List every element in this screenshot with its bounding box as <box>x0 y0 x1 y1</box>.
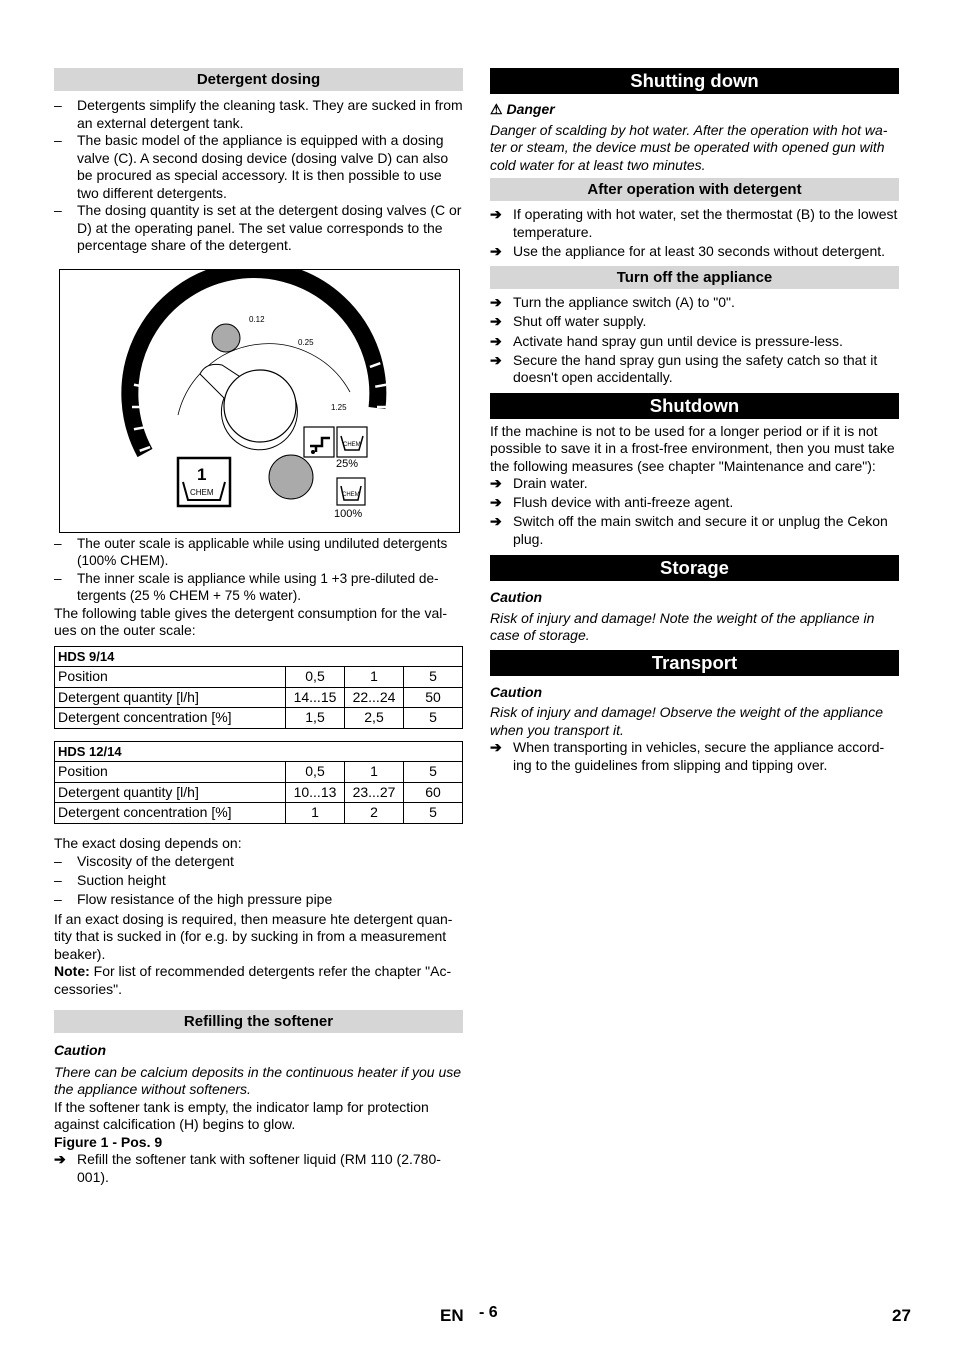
pct-25-label: 25% <box>336 457 359 470</box>
softener-steps <box>54 1151 463 1186</box>
list-item <box>490 513 899 548</box>
footer-sub-page: - 6 <box>479 1304 498 1321</box>
danger-heading <box>490 101 899 119</box>
softener-text: If the softener tank is empty, the indicator lamp for protection against calcification (H) begins to glow. <box>54 1098 429 1132</box>
scale-tick <box>162 482 170 489</box>
arrow-icon: ➔ <box>490 513 502 530</box>
scale-label-0-5: 0.5 <box>252 297 265 308</box>
scale-tick <box>238 522 240 532</box>
arrow-icon: ➔ <box>490 332 502 349</box>
scale-tick <box>280 522 282 532</box>
table-cell: 14...15 <box>286 687 345 708</box>
note-label: Note: <box>54 963 90 979</box>
table-cell: 50 <box>404 687 463 708</box>
exact-dosing-intro: The exact dosing depends on: <box>54 834 242 851</box>
table-cell: 22...24 <box>345 687 404 708</box>
section-heading-turn-off: Turn off the appliance <box>490 266 899 289</box>
table-cell: 1 <box>345 762 404 783</box>
step-text: Drain water. <box>513 475 588 492</box>
dosing-button <box>269 455 313 499</box>
section-heading-detergent-dosing: Detergent dosing <box>54 68 463 91</box>
arrow-icon: ➔ <box>490 206 502 222</box>
list-item: – Suction height <box>54 872 463 890</box>
arrow-icon: ➔ <box>490 739 502 756</box>
table-cell: Detergent quantity [l/h] <box>55 782 286 803</box>
step-text: Shut off water supply. <box>513 313 647 330</box>
table-cell: Detergent concentration [%] <box>55 803 286 824</box>
list-item <box>490 352 899 387</box>
arrow-icon: ➔ <box>490 351 502 368</box>
caution-label: Caution <box>54 1042 107 1058</box>
scale-tick <box>216 516 220 526</box>
list-item <box>490 243 899 261</box>
table-cell: 2 <box>345 803 404 824</box>
table-cell: 5 <box>404 762 463 783</box>
scale-label-0: 0 <box>148 401 154 412</box>
list-item <box>490 206 899 241</box>
step-text: Use the appliance for at least 30 seconds without detergent. <box>513 242 886 259</box>
table-cell: 1,5 <box>286 708 345 729</box>
table-cell: Position <box>55 667 286 688</box>
table-cell: 5 <box>404 803 463 824</box>
inner-label-0-12: 0.12 <box>249 314 265 324</box>
list-item: – The dosing quantity is set at the detergent dosing valves (C or D) at the operating panel. The set value corresponds to the percentage share of the detergent. <box>54 202 463 255</box>
list-item: – The outer scale is applicable while using undiluted detergents (100% CHEM). <box>54 535 463 570</box>
water-tap-icon <box>304 427 334 457</box>
caution-text: There can be calcium deposits in the continuous heater if you use the appliance without softeners. <box>54 1063 462 1097</box>
left-column <box>54 68 463 1186</box>
chem-label-small-2: CHEM <box>342 491 360 498</box>
table-cell: 60 <box>404 782 463 803</box>
note-text: For list of recommended detergents refer the chapter "Ac-cessories". <box>54 963 452 997</box>
shutdown-steps <box>490 475 899 548</box>
warning-icon: ⚠ <box>490 101 503 117</box>
scale-tick <box>149 465 159 471</box>
list-item <box>490 333 899 351</box>
table-title: HDS 12/14 <box>55 741 463 762</box>
dosing-dial-illustration <box>60 270 459 532</box>
step-text: Flush device with anti-freeze agent. <box>513 494 734 511</box>
step-text: Turn the appliance switch (A) to "0". <box>513 294 735 310</box>
caution-text: Risk of injury and damage! Observe the weight of the appliance when you transport it. <box>490 704 884 738</box>
table-cell: 1 <box>345 667 404 688</box>
indicator-lamp <box>212 324 240 352</box>
table-cell: 5 <box>404 708 463 729</box>
inner-label-1-25: 1.25 <box>331 402 347 412</box>
list-item <box>54 1151 463 1186</box>
table-cell: 10...13 <box>286 782 345 803</box>
arrow-icon: ➔ <box>54 1151 66 1167</box>
list-item: – Detergents simplify the cleaning task. They are sucked in from an external detergent tank. <box>54 97 463 132</box>
table-row <box>55 667 463 688</box>
step-text: Activate hand spray gun until device is pressure-less. <box>513 332 843 349</box>
table-cell: 0,5 <box>286 762 345 783</box>
list-item: – The inner scale is appliance while using 1 +3 pre-diluted de-tergents (25 % CHEM + 75 % water). <box>54 570 463 605</box>
table-cell: Detergent concentration [%] <box>55 708 286 729</box>
scale-notes-list <box>54 535 463 605</box>
note-paragraph <box>54 963 463 998</box>
table-intro: The following table gives the detergent consumption for the val-ues on the outer scale: <box>54 604 448 638</box>
table-cell: 0,5 <box>286 667 345 688</box>
section-heading-storage: Storage <box>490 555 899 581</box>
dosing-knob <box>224 370 296 442</box>
step-text: Switch off the main switch and secure it or unplug the Cekon plug. <box>513 513 888 547</box>
list-item <box>490 475 899 493</box>
table-cell: 5 <box>404 667 463 688</box>
after-detergent-steps <box>490 206 899 260</box>
table-row <box>55 687 463 708</box>
table-title: HDS 9/14 <box>55 646 463 667</box>
transport-steps <box>490 739 899 774</box>
step-text: Secure the hand spray gun using the safety catch so that it doesn't open accidentally. <box>513 351 878 386</box>
list-item <box>490 313 899 331</box>
arrow-icon: ➔ <box>490 242 502 259</box>
exact-dosing-list <box>54 853 463 909</box>
caution-text: Risk of injury and damage! Note the weight of the appliance in case of storage. <box>490 609 875 644</box>
dosing-valve-figure <box>59 269 460 533</box>
footer-language: EN <box>440 1306 464 1325</box>
arrow-icon: ➔ <box>490 294 502 310</box>
arrow-icon: ➔ <box>490 475 502 492</box>
table-cell: Position <box>55 762 286 783</box>
detergent-dosing-list <box>54 97 463 255</box>
chem-1-number: 1 <box>197 464 207 484</box>
arrow-icon: ➔ <box>490 313 502 330</box>
table-hds-9-14 <box>54 646 463 729</box>
figure-reference: Figure 1 - Pos. 9 <box>54 1133 163 1150</box>
table-row <box>55 762 463 783</box>
section-heading-refilling-softener: Refilling the softener <box>54 1010 463 1033</box>
list-item: – Flow resistance of the high pressure pipe <box>54 891 463 909</box>
list-item: – The basic model of the appliance is equipped with a dosing valve (C). A second dosing device (dosing valve D) can also be procured as special accessory. It is then possible to use two different detergents. <box>54 132 463 202</box>
table-cell: Detergent quantity [l/h] <box>55 687 286 708</box>
danger-text: Danger of scalding by hot water. After the operation with hot wa-ter or steam, the device must be operated with opened gun with cold water for at least two minutes. <box>490 121 888 173</box>
step-text: When transporting in vehicles, secure the appliance accord-ing to the guidelines from slipping and tipping over. <box>513 739 885 773</box>
list-item: – Viscosity of the detergent <box>54 853 463 871</box>
scale-tick <box>196 508 202 518</box>
scale-label-1: 1 <box>324 322 330 333</box>
scale-tick <box>370 447 380 451</box>
section-heading-shutdown: Shutdown <box>490 393 899 419</box>
section-heading-transport: Transport <box>490 650 899 676</box>
shutdown-text: If the machine is not to be used for a longer period or if it is not possible to save it in a frost-free environment, then you must take the following measures (see chapter "Maintenance and care"): <box>490 422 895 474</box>
arrow-icon: ➔ <box>490 494 502 511</box>
scale-tick <box>319 508 325 518</box>
percent-symbol: % <box>144 424 162 445</box>
list-item <box>490 294 899 312</box>
scale-tick <box>300 516 304 526</box>
step-text: If operating with hot water, set the thermostat (B) to the lowest temperature. <box>513 206 898 240</box>
danger-label: Danger <box>506 101 555 117</box>
right-column <box>490 68 899 774</box>
scale-label-5: 5 <box>360 401 366 412</box>
caution-label: Caution <box>490 683 543 700</box>
table-row <box>55 782 463 803</box>
list-item <box>490 739 899 774</box>
turn-off-steps <box>490 294 899 387</box>
scale-tick <box>375 427 386 429</box>
pct-100-label: 100% <box>334 507 363 520</box>
section-heading-after-detergent: After operation with detergent <box>490 178 899 201</box>
caution-label: Caution <box>490 589 543 606</box>
chem-label-small: CHEM <box>343 441 361 448</box>
table-row <box>55 708 463 729</box>
footer-page-number: 27 <box>892 1306 911 1325</box>
inner-label-0-25: 0.25 <box>298 337 314 347</box>
table-row <box>55 803 463 824</box>
table-cell: 2,5 <box>345 708 404 729</box>
table-cell: 1 <box>286 803 345 824</box>
list-item <box>490 494 899 512</box>
chem-1-label: CHEM <box>190 487 214 497</box>
table-cell: 23...27 <box>345 782 404 803</box>
section-heading-shutting-down: Shutting down <box>490 68 899 94</box>
table-hds-12-14 <box>54 741 463 824</box>
step-text: Refill the softener tank with softener liquid (RM 110 (2.780-001). <box>77 1151 441 1185</box>
scale-tick <box>361 465 371 471</box>
exact-dosing-text: If an exact dosing is required, then measure hte detergent quan-tity that is sucked in (for e.g. by sucking in from a measurement beaker). <box>54 910 453 962</box>
